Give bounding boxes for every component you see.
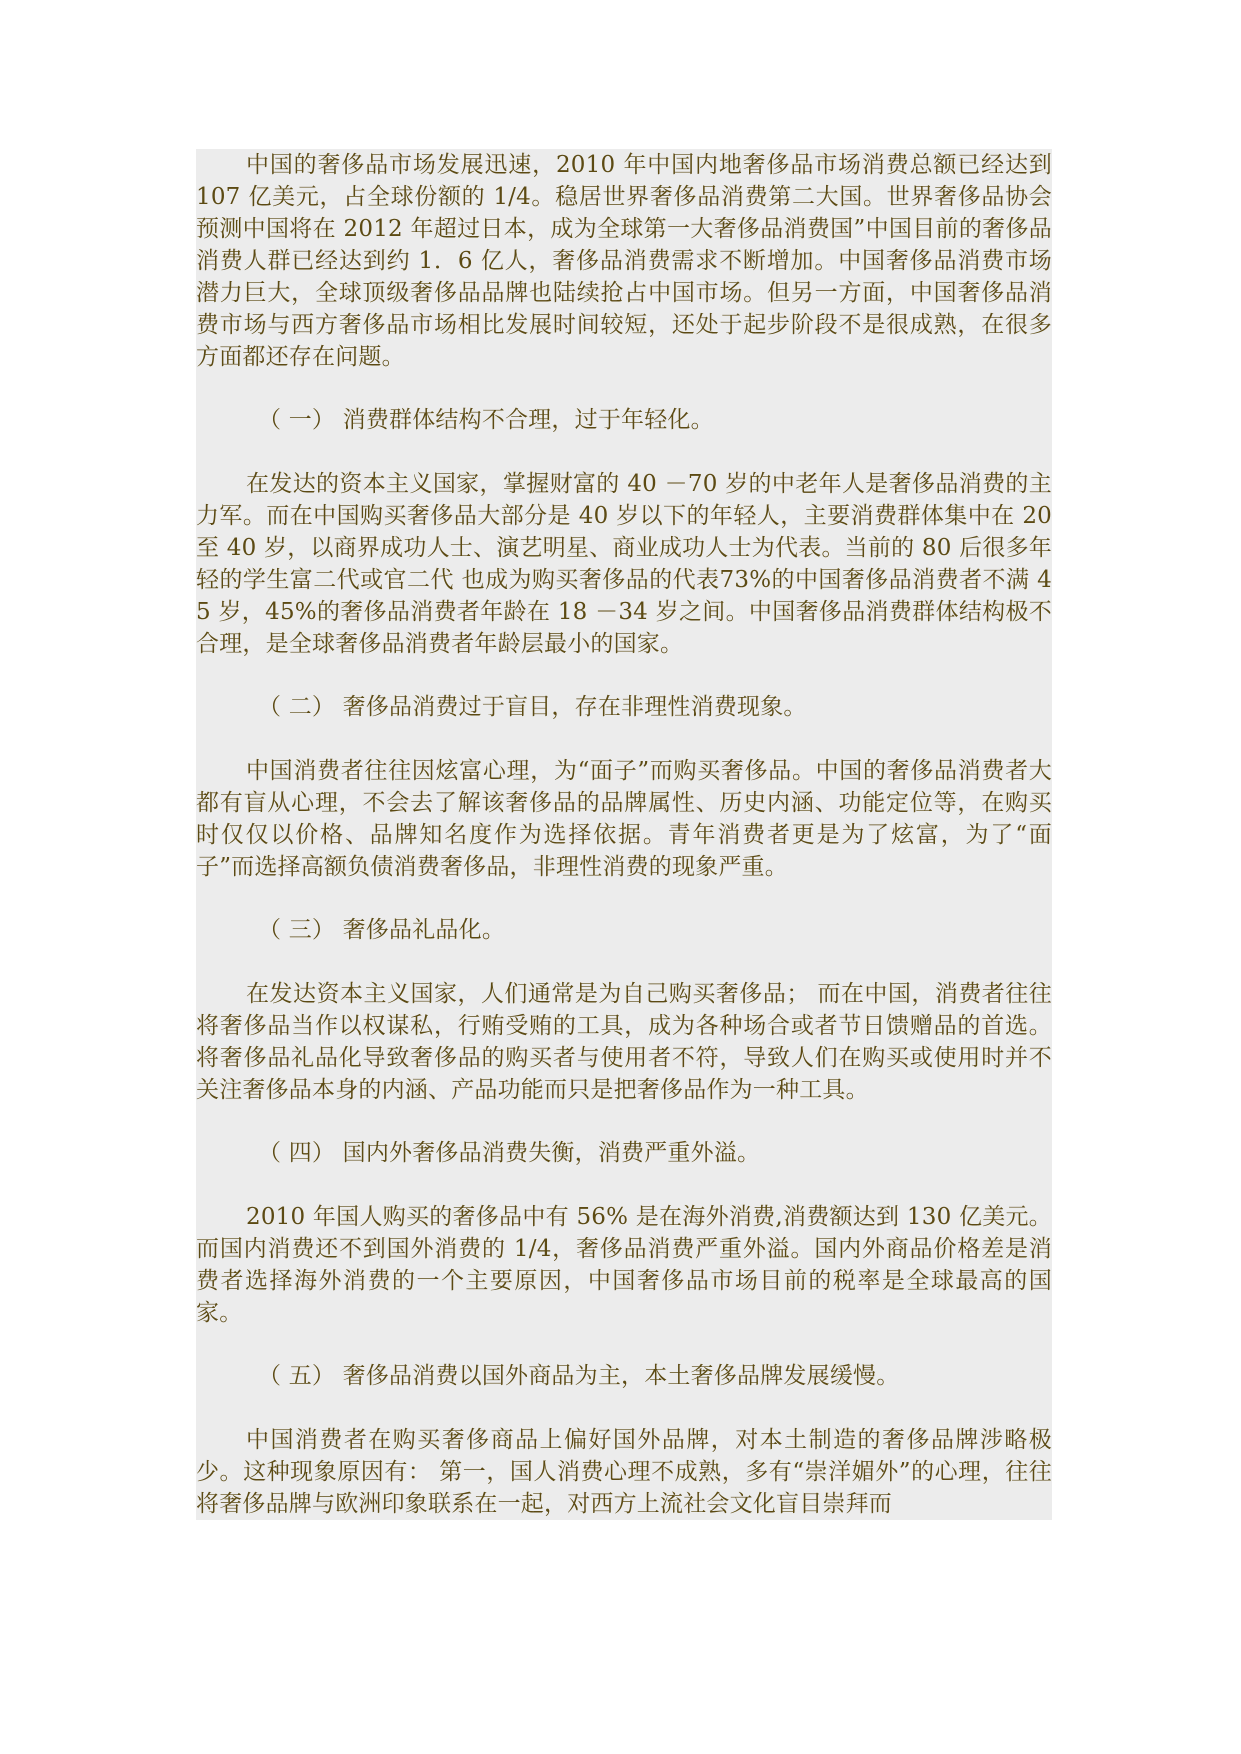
document-body <box>196 149 1052 1520</box>
paragraph-section-2: 中国消费者往往因炫富心理，为“面子”而购买奢侈品。中国的奢侈品消费者大都有盲从心理，不会去了解该奢侈品的品牌属性、历史内涵、功能定位等，在购买时仅仅以价格、品牌知名度作为选择依据。青年消费者更是为了炫富，为了“面子”而选择高额负债消费奢侈品，非理性消费的现象严重。 <box>196 758 1052 880</box>
paragraph-gap <box>196 946 1052 978</box>
paragraph-gap <box>196 883 1052 914</box>
paragraph-gap <box>196 723 1052 755</box>
paragraph-section-3: 在发达资本主义国家，人们通常是为自己购买奢侈品； 而在中国，消费者往往将奢侈品当作以权谋私，行贿受贿的工具，成为各种场合或者节日馈赠品的首选。将奢侈品礼品化导致奢侈品的购买者与使用者不符，导致人们在购买或使用时并不关注奢侈品本身的内涵、产品功能而只是把奢侈品作为一种工具。 <box>196 981 1052 1103</box>
paragraph-gap <box>196 1329 1052 1360</box>
paragraph-section-4: 2010 年国人购买的奢侈品中有 56% 是在海外消费,消费额达到 130 亿美元。而国内消费还不到国外消费的 1/4，奢侈品消费严重外溢。国内外商品价格差是消费者选择海外消费的一个主要原因，中国奢侈品市场目前的税率是全球最高的国家。 <box>196 1204 1052 1326</box>
paragraph-gap <box>196 1169 1052 1201</box>
paragraph-section-1: 在发达的资本主义国家，掌握财富的 40 －70 岁的中老年人是奢侈品消费的主力军。而在中国购买奢侈品大部分是 40 岁以下的年轻人，主要消费群体集中在 20 至 40 岁，以商界成功人士、演艺明星、商业成功人士为代表。当前的 80 后很多年轻的学生富二代或官二代 也成为购买奢侈品的代表73%的中国奢侈品消费者不满 45 岁，45%的奢侈品消费者年龄在 18 －34 岁之间。中国奢侈品消费群体结构极不合理，是全球奢侈品消费者年龄层最小的国家。 <box>196 471 1052 657</box>
paragraph-section-5: 中国消费者在购买奢侈商品上偏好国外品牌，对本土制造的奢侈品牌涉略极少。这种现象原因有： 第一，国人消费心理不成熟，多有“崇洋媚外”的心理，往往将奢侈品牌与欧洲印象联系在一起，对西方上流社会文化盲目崇拜而 <box>196 1427 1052 1517</box>
paragraph-gap <box>196 1106 1052 1137</box>
section-heading-4: （ 四） 国内外奢侈品消费失衡，消费严重外溢。 <box>258 1140 761 1166</box>
paragraph-gap <box>196 373 1052 404</box>
paragraph-gap <box>196 436 1052 468</box>
paragraph-intro: 中国的奢侈品市场发展迅速，2010 年中国内地奢侈品市场消费总额已经达到 107 亿美元，占全球份额的 1/4。稳居世界奢侈品消费第二大国。世界奢侈品协会预测中国将在 2012 年超过日本，成为全球第一大奢侈品消费国”中国目前的奢侈品消费人群已经达到约 1．6 亿人，奢侈品消费需求不断增加。中国奢侈品消费市场潜力巨大，全球顶级奢侈品品牌也陆续抢占中国市场。但另一方面，中国奢侈品消费市场与西方奢侈品市场相比发展时间较短，还处于起步阶段不是很成熟，在很多方面都还存在问题。 <box>196 152 1052 370</box>
section-heading-2: （ 二） 奢侈品消费过于盲目，存在非理性消费现象。 <box>258 694 807 720</box>
section-heading-3: （ 三） 奢侈品礼品化。 <box>258 917 506 943</box>
section-heading-5: （ 五） 奢侈品消费以国外商品为主，本土奢侈品牌发展缓慢。 <box>258 1363 900 1389</box>
paragraph-gap <box>196 1392 1052 1424</box>
section-heading-1: （ 一） 消费群体结构不合理，过于年轻化。 <box>258 407 714 433</box>
paragraph-gap <box>196 660 1052 691</box>
